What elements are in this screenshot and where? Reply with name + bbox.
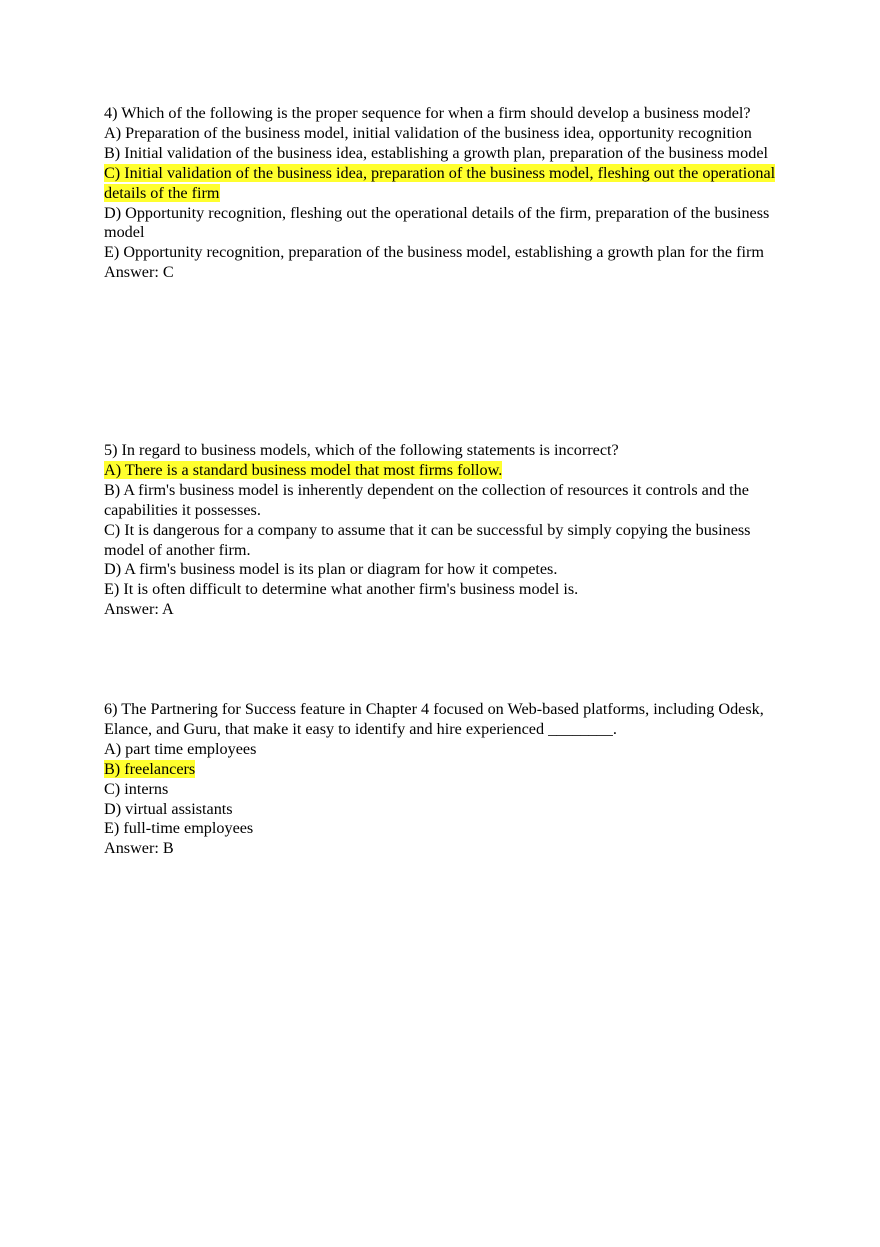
question-stem: 5) In regard to business models, which of the following statements is incorrect? — [104, 441, 619, 459]
question-4 — [104, 104, 784, 283]
answer-line: Answer: B — [104, 839, 174, 858]
question-stem: 6) The Partnering for Success feature in Chapter 4 focused on Web-based platforms, including Odesk, Elance, and Guru, that make it easy to identify and hire experienced ________. — [104, 700, 764, 738]
option-c-highlighted — [104, 164, 784, 204]
option-b-text: B) freelancers — [104, 759, 196, 778]
option-c — [104, 521, 784, 561]
option-a-text: A) There is a standard business model that most firms follow. — [104, 460, 503, 479]
option-c-text: C) Initial validation of the business idea, preparation of the business model, fleshing out the operational details of the firm — [104, 163, 776, 202]
option-a — [104, 740, 784, 760]
option-a-highlighted — [104, 461, 784, 481]
option-a-text: A) part time employees — [104, 739, 257, 758]
option-e-text: E) It is often difficult to determine what another firm's business model is. — [104, 580, 579, 599]
option-a-text: A) Preparation of the business model, initial validation of the business idea, opportunity recognition — [104, 123, 752, 142]
option-b — [104, 144, 784, 164]
option-e — [104, 580, 784, 600]
option-e — [104, 819, 784, 839]
option-b-text: B) A firm's business model is inherently dependent on the collection of resources it controls and the capabilities it possesses. — [104, 480, 749, 519]
option-c — [104, 780, 784, 800]
option-c-text: C) It is dangerous for a company to assume that it can be successful by simply copying the business model of another firm. — [104, 520, 751, 559]
answer-line: Answer: A — [104, 600, 174, 619]
option-b-highlighted — [104, 760, 784, 780]
question-stem: 4) Which of the following is the proper sequence for when a firm should develop a business model? — [104, 104, 751, 122]
option-b-text: B) Initial validation of the business idea, establishing a growth plan, preparation of the business model — [104, 143, 768, 162]
question-5 — [104, 441, 784, 620]
option-d-text: D) virtual assistants — [104, 799, 233, 818]
option-e-text: E) Opportunity recognition, preparation of the business model, establishing a growth plan for the firm — [104, 243, 764, 262]
option-c-text: C) interns — [104, 779, 169, 798]
option-b — [104, 481, 784, 521]
option-a — [104, 124, 784, 144]
answer-line: Answer: C — [104, 263, 174, 282]
option-d — [104, 204, 784, 244]
question-6 — [104, 700, 784, 859]
option-e — [104, 243, 784, 263]
option-e-text: E) full-time employees — [104, 819, 254, 838]
option-d-text: D) A firm's business model is its plan or diagram for how it competes. — [104, 560, 558, 579]
option-d — [104, 560, 784, 580]
option-d-text: D) Opportunity recognition, fleshing out the operational details of the firm, preparation of the business model — [104, 203, 770, 242]
option-d — [104, 800, 784, 820]
